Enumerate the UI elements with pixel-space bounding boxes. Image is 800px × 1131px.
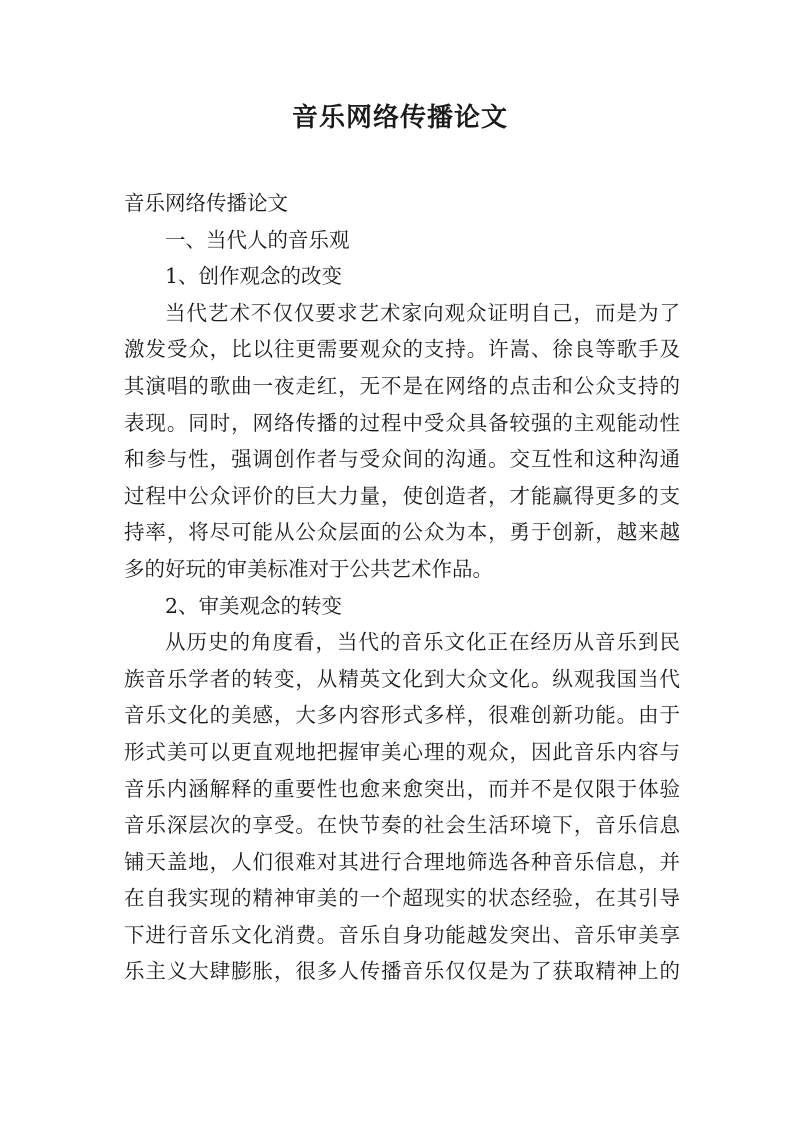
paragraph-line: 音乐深层次的享受。在快节奏的社会生活环境下，音乐信息: [124, 813, 680, 838]
document-subtitle: 音乐网络传播论文: [124, 191, 288, 215]
paragraph-1: [124, 295, 680, 588]
page-title: 音乐网络传播论文: [291, 103, 508, 133]
paragraph-line: 族音乐学者的转变，从精英文化到大众文化。纵观我国当代: [124, 666, 680, 691]
paragraph-line: 持率，将尽可能从公众层面的公众为本，勇于创新，越来越: [124, 520, 680, 545]
paragraph-line: 形式美可以更直观地把握审美心理的观众，因此音乐内容与: [124, 739, 680, 764]
paragraph-line: 过程中公众评价的巨大力量，使创造者，才能赢得更多的支: [124, 483, 680, 508]
paragraph-line: 音乐文化的美感，大多内容形式多样，很难创新功能。由于: [124, 703, 680, 728]
paragraph-line: 激发受众，比以往更需要观众的支持。许嵩、徐良等歌手及: [124, 337, 680, 362]
paragraph-line: 当代艺术不仅仅要求艺术家向观众证明自己，而是为了: [165, 300, 680, 325]
paragraph-line: 铺天盖地，人们很难对其进行合理地筛选各种音乐信息，并: [124, 849, 680, 874]
document-body: [124, 185, 680, 990]
paragraph-line: 其演唱的歌曲一夜走红，无不是在网络的点击和公众支持的: [124, 373, 680, 398]
paragraph-line: 乐主义大肆膨胀，很多人传播音乐仅仅是为了获取精神上的: [124, 959, 680, 984]
paragraph-line: 多的好玩的审美标准对于公共艺术作品。: [124, 556, 493, 581]
paragraph-2: [124, 624, 680, 990]
paragraph-line: 和参与性，强调创作者与受众间的沟通。交互性和这种沟通: [124, 447, 680, 472]
paragraph-line: 下进行音乐文化消费。音乐自身功能越发突出、音乐审美享: [124, 922, 680, 947]
paragraph-line: 音乐内涵解释的重要性也愈来愈突出，而并不是仅限于体验: [124, 776, 680, 801]
paragraph-line: 在自我实现的精神审美的一个超现实的状态经验，在其引导: [124, 886, 680, 911]
paragraph-line: 表现。同时，网络传播的过程中受众具备较强的主观能动性: [124, 410, 680, 435]
paragraph-line: 从历史的角度看，当代的音乐文化正在经历从音乐到民: [165, 630, 680, 655]
subsection-heading-1: 1、创作观念的改变: [165, 264, 343, 289]
section-heading-1: 一、当代人的音乐观: [165, 227, 350, 252]
subsection-heading-2: 2、审美观念的转变: [165, 593, 343, 618]
